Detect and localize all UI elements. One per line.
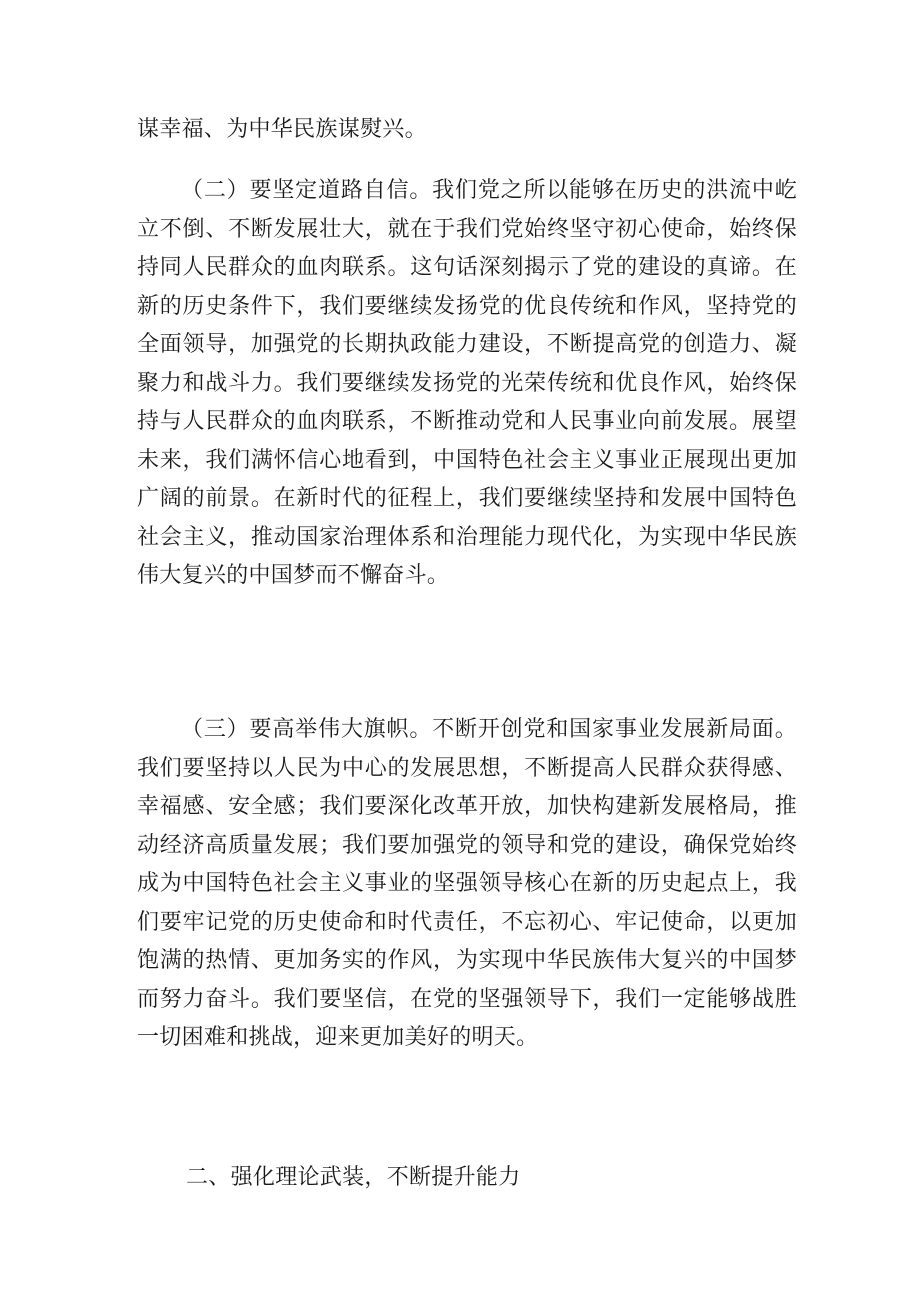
- paragraph-continuation: 谋幸福、为中华民族谋熨兴。: [137, 117, 427, 142]
- paragraph-great-banner: （三）要高举伟大旗帜。不断开创党和国家事业发展新局面。我们要坚持以人民为中心的发展思想，不断提高人民群众获得感、幸福感、安全感；我们要深化改革开放，加快构建新发展格局，推动经济高质量发展；我们要加强党的领导和党的建设，确保党始终成为中国特色社会主义事业的坚强领导核心在新的历史起点上，我们要牢记党的历史使命和时代责任，不忘初心、牢记使命，以更加饱满的热情、更加务实的作风，为实现中华民族伟大复兴的中国梦而努力奋斗。我们要坚信，在党的坚强领导下，我们一定能够战胜一切困难和挑战，迎来更加美好的明天。: [137, 717, 797, 1050]
- paragraph-road-confidence: （二）要坚定道路自信。我们党之所以能够在历史的洪流中屹立不倒、不断发展壮大，就在于我们党始终坚守初心使命，始终保持同人民群众的血肉联系。这句话深刻揭示了党的建设的真谛。在新的历史条件下，我们要继续发扬党的优良传统和作风，坚持党的全面领导，加强党的长期执政能力建设，不断提高党的创造力、凝聚力和战斗力。我们要继续发扬党的光荣传统和优良作风，始终保持与人民群众的血肉联系，不断推动党和人民事业向前发展。展望未来，我们满怀信心地看到，中国特色社会主义事业正展现出更加广阔的前景。在新时代的征程上，我们要继续坚持和发展中国特色社会主义，推动国家治理体系和治理能力现代化，为实现中华民族伟大复兴的中国梦而不懈奋斗。: [137, 178, 797, 588]
- section-heading: 二、强化理论武装，不断提升能力: [186, 1165, 521, 1190]
